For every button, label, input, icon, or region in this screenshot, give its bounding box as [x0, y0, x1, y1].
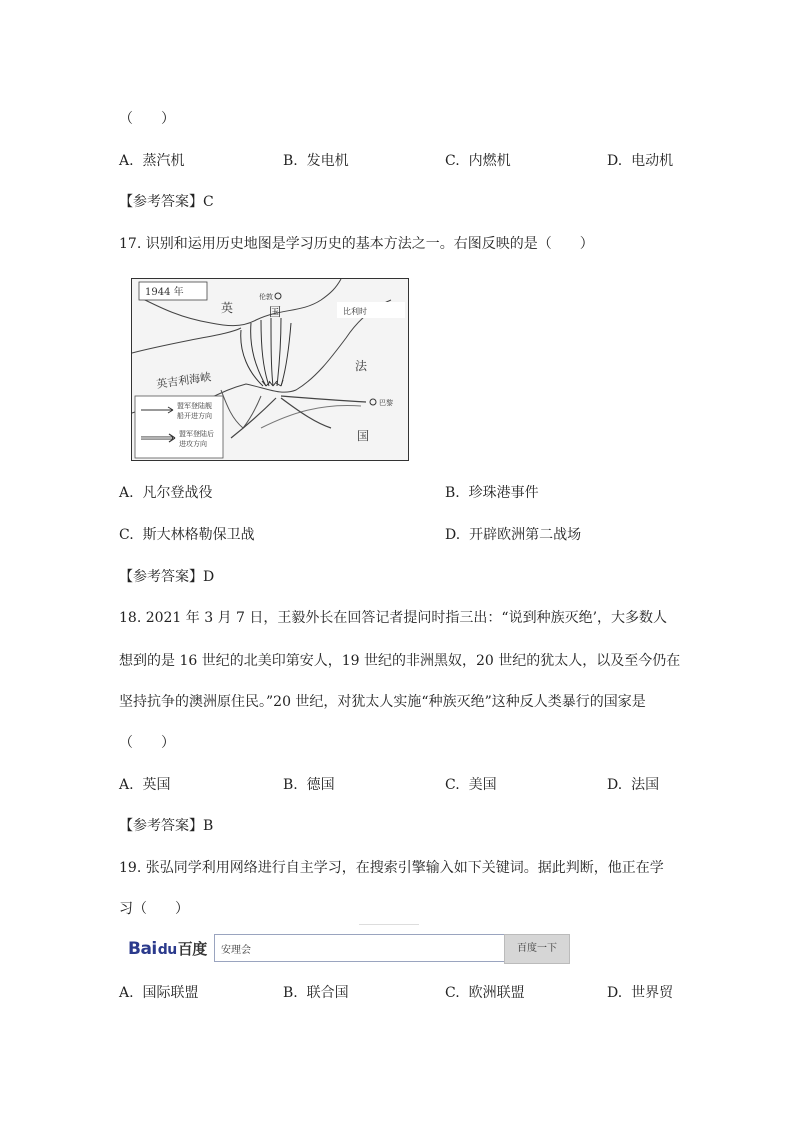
- q18-line-1: 18. 2021 年 3 月 7 日，王毅外长在回答记者提问时指三出：“说到种族灭绝’，大多数人: [119, 610, 668, 626]
- map-label-britain-2: 国: [269, 305, 282, 319]
- search-input[interactable]: [214, 934, 505, 962]
- legend-2b: 进攻方向: [179, 440, 207, 448]
- map-label-channel: 英吉利海峡: [155, 370, 212, 391]
- q16-option-c: C. 内燃机: [445, 153, 511, 169]
- q17-option-c: C. 斯大林格勒保卫战: [119, 527, 255, 543]
- q18-line-3: 坚持抗争的澳洲原住民。”20 世纪，对犹太人实施“种族灭绝”这种反人类暴行的国家是: [119, 694, 646, 710]
- q19-option-c: C. 欧洲联盟: [445, 985, 525, 1001]
- baidu-search-bar: [124, 922, 572, 968]
- legend-2a: 盟军登陆后: [179, 430, 214, 438]
- q17-answer: 【参考答案】D: [119, 569, 215, 585]
- q16-option-a: A. 蒸汽机: [119, 153, 185, 169]
- map-label-britain-1: 英: [221, 301, 234, 315]
- q18-option-b: B. 德国: [283, 777, 335, 793]
- q18-paren: （ ）: [119, 735, 175, 751]
- legend-1b: 船开进方向: [177, 412, 212, 420]
- q19-line-2: 习（ ）: [119, 901, 189, 917]
- q19-option-b: B. 联合国: [283, 985, 349, 1001]
- normandy-map: [131, 278, 409, 461]
- search-query: 安理会: [221, 945, 251, 956]
- q16-option-b: B. 发电机: [283, 153, 349, 169]
- q16-answer: 【参考答案】C: [119, 194, 214, 210]
- q18-answer: 【参考答案】B: [119, 818, 214, 834]
- q19-option-a: A. 国际联盟: [119, 985, 199, 1001]
- map-city-paris: 巴黎: [379, 399, 393, 407]
- q18-option-c: C. 美国: [445, 777, 497, 793]
- q19-option-d: D. 世界贸: [607, 985, 674, 1001]
- map-city-london: 伦敦: [259, 293, 273, 301]
- legend-1a: 盟军登陆舰: [177, 402, 212, 410]
- q17-option-b: B. 珍珠港事件: [445, 485, 539, 501]
- q18-option-a: A. 英国: [119, 777, 171, 793]
- divider: [359, 924, 419, 929]
- q17-stem: 17. 识别和运用历史地图是学习历史的基本方法之一。右图反映的是（ ）: [119, 236, 594, 252]
- q16-paren: （ ）: [119, 111, 175, 127]
- map-year: 1944 年: [145, 287, 184, 298]
- q18-option-d: D. 法国: [607, 777, 660, 793]
- q19-line-1: 19. 张弘同学利用网络进行自主学习，在搜索引擎输入如下关键词。据此判断，他正在学: [119, 860, 664, 876]
- q17-option-d: D. 开辟欧洲第二战场: [445, 527, 582, 543]
- paw-icon: du: [157, 942, 177, 958]
- baidu-logo: Baidu百度: [128, 939, 207, 959]
- q18-line-2: 想到的是 16 世纪的北美印第安人，19 世纪的非洲黑奴，20 世纪的犹太人，以及至今仍在: [119, 653, 681, 669]
- q16-option-d: D. 电动机: [607, 153, 674, 169]
- q17-option-a: A. 凡尔登战役: [119, 485, 213, 501]
- search-button[interactable]: 百度一下: [504, 934, 570, 964]
- map-label-belgium: 比利时: [343, 307, 367, 316]
- map-label-france-1: 法: [355, 359, 368, 373]
- map-label-france-2: 国: [357, 429, 370, 443]
